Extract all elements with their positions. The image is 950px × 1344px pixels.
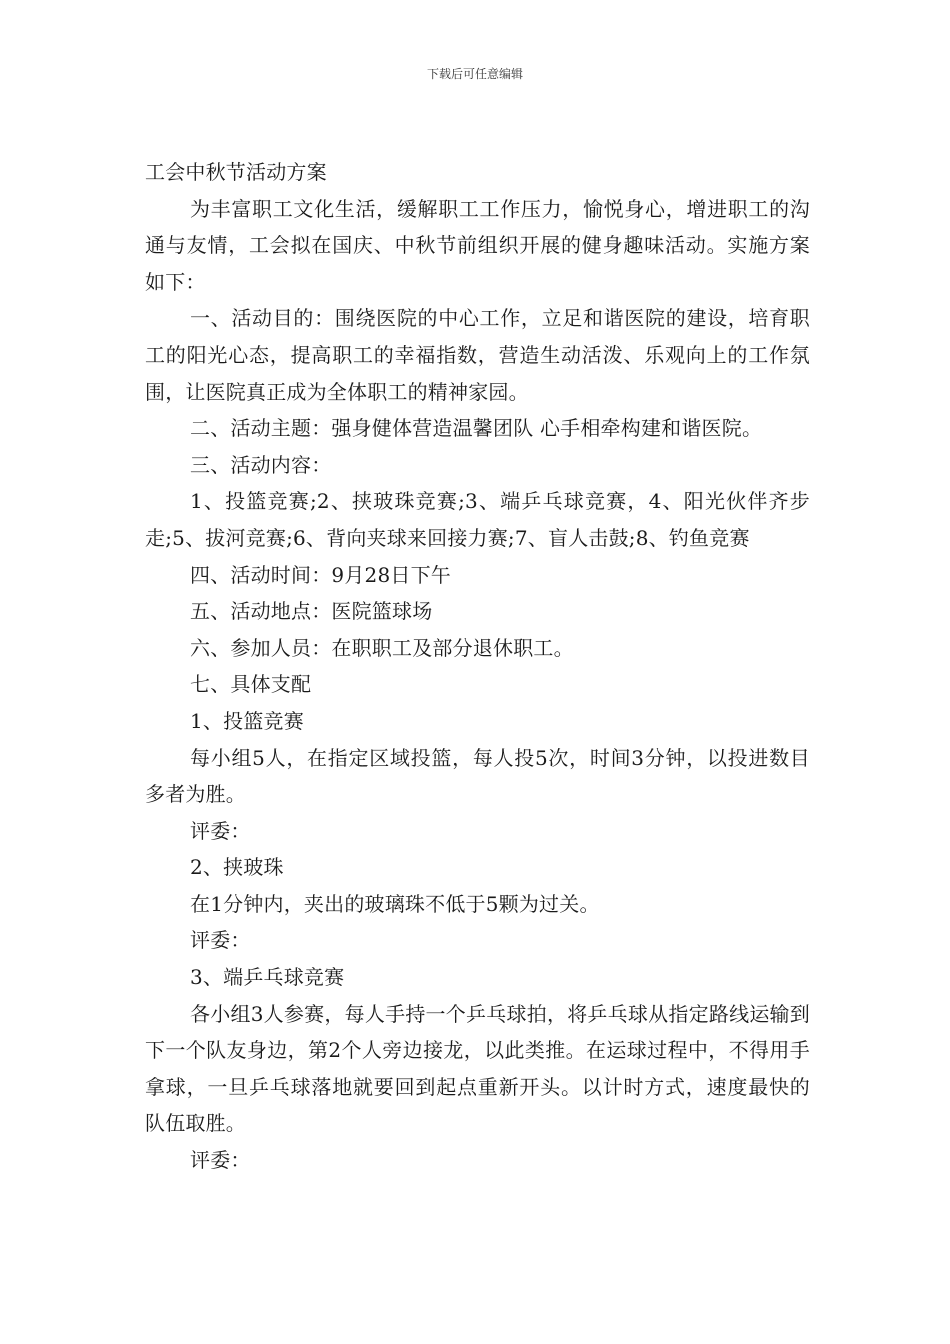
event-3-rules: 各小组3人参赛，每人手持一个乒乓球拍，将乒乓球从指定路线运输到下一个队友身边，第2个人旁边接龙，以此类推。在运球过程中，不得用手拿球，一旦乒乓球落地就要回到起点重新开头。以计时方式，速度最快的队伍取胜。 <box>145 1001 810 1136</box>
document-title: 工会中秋节活动方案 <box>145 160 327 184</box>
event-3-judges: 评委： <box>190 1148 251 1173</box>
section-arrangement-heading: 七、具体支配 <box>190 672 312 697</box>
page-header-note: 下载后可任意编辑 <box>426 67 523 81</box>
section-content-heading: 三、活动内容： <box>190 452 332 477</box>
event-1-rules: 每小组5人，在指定区域投篮，每人投5次，时间3分钟，以投进数目多者为胜。 <box>145 745 810 807</box>
event-2-judges: 评委： <box>190 928 251 953</box>
event-2-heading: 2、挟玻珠 <box>190 855 284 880</box>
event-1-heading: 1、投篮竞赛 <box>190 708 304 733</box>
section-participants: 六、参加人员：在职职工及部分退休职工。 <box>190 635 574 660</box>
section-content-list: 1、投篮竞赛;2、挟玻珠竞赛;3、端乒乓球竞赛，4、阳光伙伴齐步走;5、拔河竞赛;6、背向夹球来回接力赛;7、盲人击鼓;8、钓鱼竞赛 <box>145 489 810 550</box>
section-purpose: 一、活动目的：围绕医院的中心工作，立足和谐医院的建设，培育职工的阳光心态，提高职工的幸福指数，营造生动活泼、乐观向上的工作氛围，让医院真正成为全体职工的精神家园。 <box>145 306 810 404</box>
event-2-rules: 在1分钟内，夹出的玻璃珠不低于5颗为过关。 <box>190 891 600 916</box>
section-theme: 二、活动主题：强身健体营造温馨团队 心手相牵构建和谐医院。 <box>190 416 763 441</box>
section-location: 五、活动地点：医院篮球场 <box>190 599 433 624</box>
section-time: 四、活动时间：9月28日下午 <box>190 562 451 587</box>
document-body <box>145 154 810 1179</box>
event-3-heading: 3、端乒乓球竞赛 <box>190 965 345 990</box>
intro-paragraph: 为丰富职工文化生活，缓解职工工作压力，愉悦身心，增进职工的沟通与友情，工会拟在国庆、中秋节前组织开展的健身趣味活动。实施方案如下： <box>145 196 810 294</box>
event-1-judges: 评委： <box>190 818 251 843</box>
